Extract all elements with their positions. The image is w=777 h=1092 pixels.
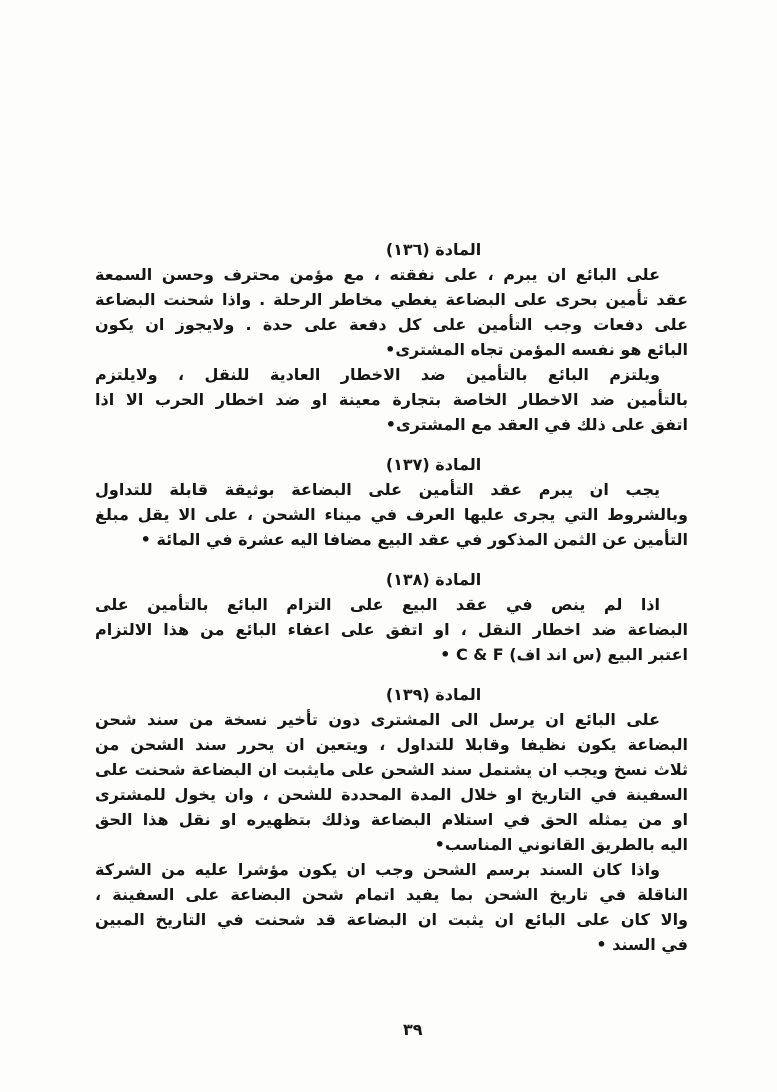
paragraph [95, 592, 688, 667]
text-line: اعتبر البيع (س اند اف) C & F • [440, 645, 688, 664]
page-number: ٣٩ [403, 1020, 423, 1039]
text-line: او من يمثله الحق في استلام البضاعة وذلك بتظهيره او نقل هذا الحق [95, 810, 688, 829]
text-line: السفينة في التاريخ او خلال المدة المحددة للشحن ، وان يخول للمشترى [95, 785, 688, 804]
text-line: البضاعة يكون نظيفا وقابلا للتداول ، ويتعين ان يحرر سند الشحن من [95, 735, 688, 754]
text-line: اليه بالطريق القانوني المناسب• [434, 835, 688, 854]
text-line: التأمين عن الثمن المذكور في عقد البيع مضافا اليه عشرة في المائة • [140, 530, 688, 549]
text-line: وبالشروط التي يجرى عليها العرف في ميناء الشحن ، على الا يقل مبلغ [95, 505, 688, 524]
paragraph [95, 262, 688, 362]
article [95, 567, 688, 667]
articles-container [95, 237, 688, 957]
paragraph [95, 362, 688, 437]
text-line: عقد تأمين بحرى على البضاعة يغطي مخاطر الرحلة . واذا شحنت البضاعة [95, 290, 688, 309]
paragraph [95, 857, 688, 957]
article [95, 452, 688, 552]
text-line: في السند • [596, 935, 688, 954]
article [95, 682, 688, 957]
text-line: ويلتزم البائع بالتأمين ضد الاخطار العادية للنقل ، ولايلتزم [95, 365, 660, 384]
text-line: البائع هو نفسه المؤمن تجاه المشترى• [385, 340, 688, 359]
text-line: على البائع ان يبرم ، على نفقته ، مع مؤمن محترف وحسن السمعة [95, 265, 660, 284]
text-line: يجب ان يبرم عقد التأمين على البضاعة بوثيقة قابلة للتداول [95, 480, 660, 499]
text-line: بالتأمين ضد الاخطار الخاصة بتجارة معينة او ضد اخطار الحرب الا اذا [95, 390, 688, 409]
article-heading: المادة (١٣٩) [385, 685, 482, 704]
text-line: اتفق على ذلك في العقد مع المشترى• [385, 415, 688, 434]
paragraph [95, 477, 688, 552]
article-heading: المادة (١٣٦) [385, 240, 482, 259]
text-line: البضاعة ضد اخطار النقل ، او اتفق على اعفاء البائع من هذا الالتزام [95, 620, 688, 639]
text-line: الناقلة في تاريخ الشحن بما يفيد اتمام شحن البضاعة على السفينة ، [95, 885, 688, 904]
text-line: اذا لم ينص في عقد البيع على التزام البائع بالتأمين على [95, 595, 660, 614]
article [95, 237, 688, 437]
article-heading: المادة (١٣٨) [385, 570, 482, 589]
text-line: على دفعات وجب التأمين على كل دفعة على حدة . ولايجوز ان يكون [95, 315, 688, 334]
text-line: ثلاث نسخ ويجب ان يشتمل سند الشحن على مايثبت ان البضاعة شحنت على [95, 760, 688, 779]
text-line: والا كان على البائع ان يثبت ان البضاعة قد شحنت في التاريخ المبين [95, 910, 688, 929]
article-heading: المادة (١٣٧) [385, 455, 482, 474]
text-line: على البائع ان يرسل الى المشترى دون تأخير نسخة من سند شحن [95, 710, 660, 729]
paragraph [95, 707, 688, 857]
text-line: واذا كان السند برسم الشحن وجب ان يكون مؤشرا عليه من الشركة [95, 860, 660, 879]
